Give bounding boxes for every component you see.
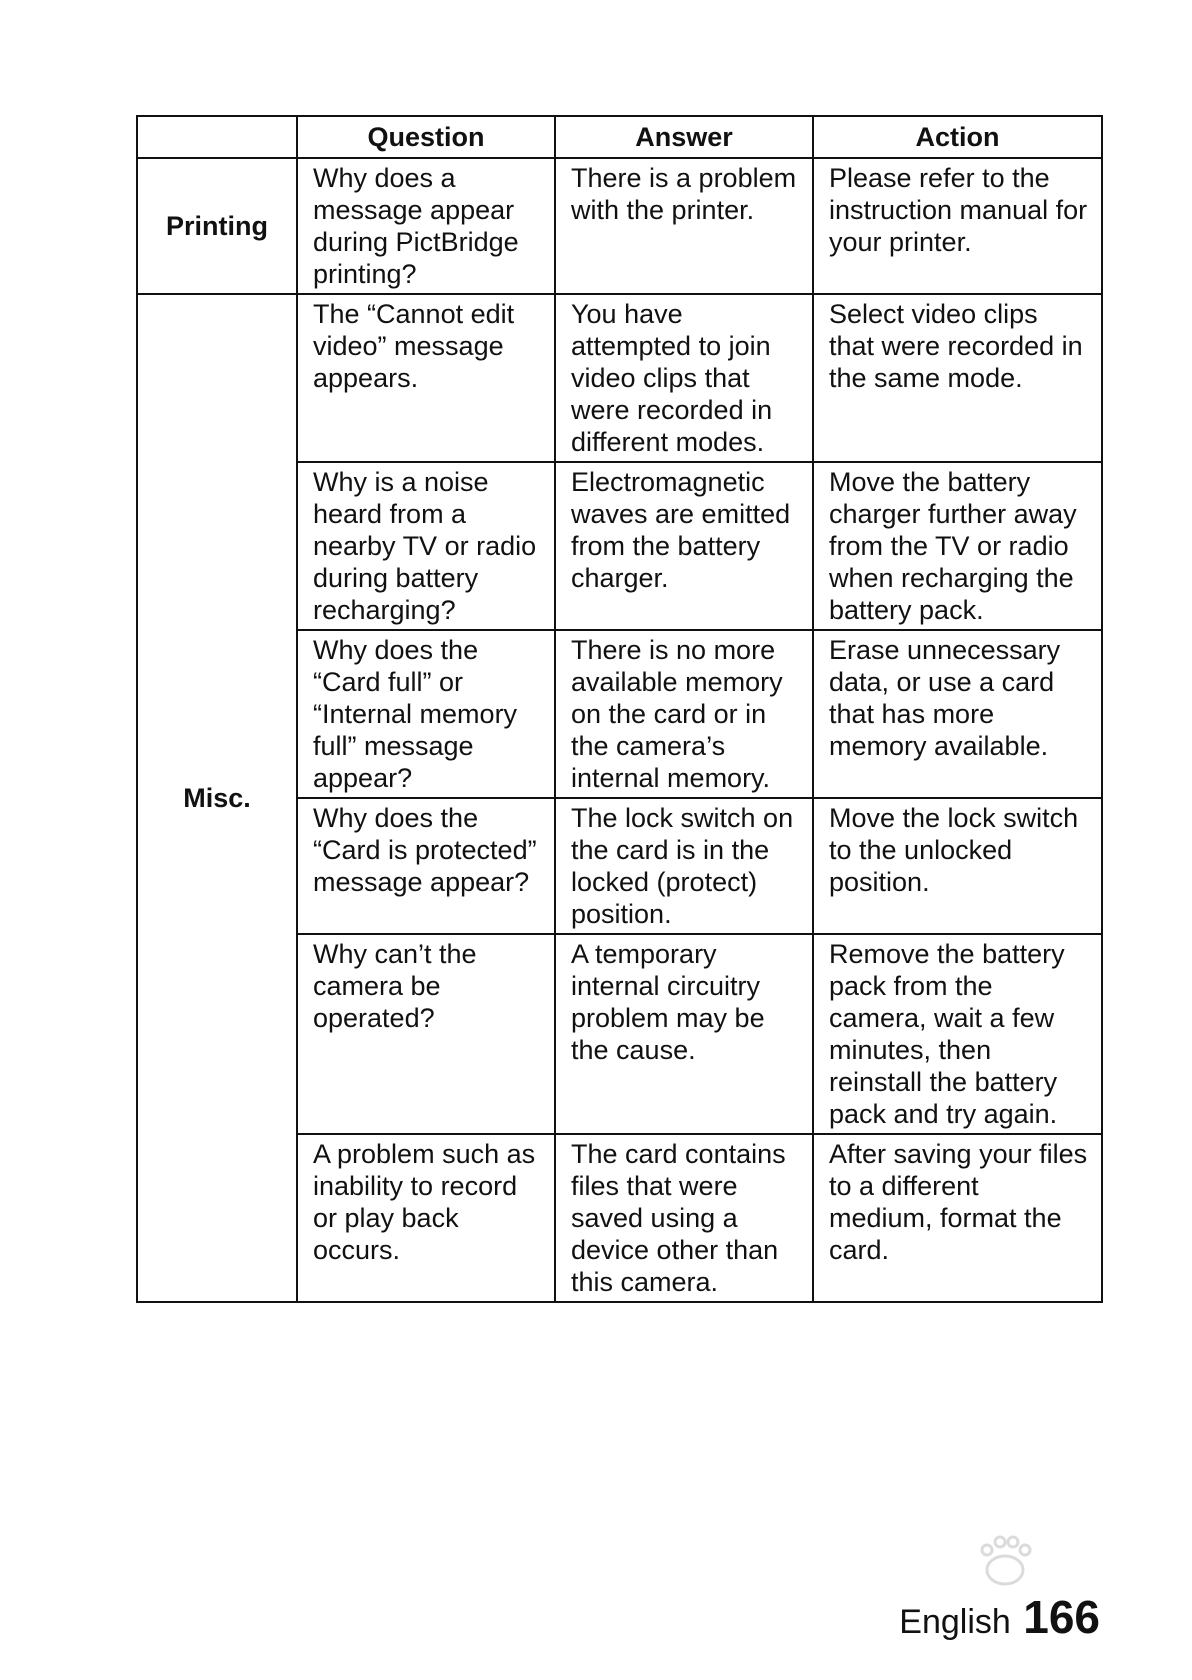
action-cell: Move the battery charger further away from the TV or radio when recharging the battery pack. bbox=[813, 462, 1102, 630]
header-question: Question bbox=[297, 116, 555, 158]
page-number: 166 bbox=[1023, 1591, 1100, 1643]
question-cell: A problem such as inability to record or play back occurs. bbox=[297, 1134, 555, 1302]
header-action: Action bbox=[813, 116, 1102, 158]
table-header-row bbox=[137, 116, 1102, 158]
answer-cell: There is no more available memory on the card or in the camera’s internal memory. bbox=[555, 630, 813, 798]
answer-cell: There is a problem with the printer. bbox=[555, 158, 813, 294]
question-cell: Why does the “Card is protected” message appear? bbox=[297, 798, 555, 934]
action-cell: Move the lock switch to the unlocked position. bbox=[813, 798, 1102, 934]
footer-language: English bbox=[899, 1603, 1011, 1641]
table-row bbox=[137, 158, 1102, 294]
answer-cell: You have attempted to join video clips that were recorded in different modes. bbox=[555, 294, 813, 462]
action-cell: Remove the battery pack from the camera, wait a few minutes, then reinstall the battery pack and try again. bbox=[813, 934, 1102, 1134]
header-category bbox=[137, 116, 297, 158]
answer-cell: Electromagnetic waves are emitted from the battery charger. bbox=[555, 462, 813, 630]
action-cell: Please refer to the instruction manual for your printer. bbox=[813, 158, 1102, 294]
troubleshooting-table bbox=[136, 115, 1103, 1303]
action-cell: Erase unnecessary data, or use a card that has more memory available. bbox=[813, 630, 1102, 798]
action-cell: After saving your files to a different medium, format the card. bbox=[813, 1134, 1102, 1302]
category-misc: Misc. bbox=[137, 294, 297, 1302]
question-cell: Why is a noise heard from a nearby TV or radio during battery recharging? bbox=[297, 462, 555, 630]
table-row bbox=[137, 294, 1102, 462]
answer-cell: A temporary internal circuitry problem may be the cause. bbox=[555, 934, 813, 1134]
answer-cell: The card contains files that were saved using a device other than this camera. bbox=[555, 1134, 813, 1302]
question-cell: The “Cannot edit video” message appears. bbox=[297, 294, 555, 462]
question-cell: Why can’t the camera be operated? bbox=[297, 934, 555, 1134]
category-printing: Printing bbox=[137, 158, 297, 294]
header-answer: Answer bbox=[555, 116, 813, 158]
question-cell: Why does a message appear during PictBridge printing? bbox=[297, 158, 555, 294]
page-footer bbox=[899, 1590, 1100, 1644]
answer-cell: The lock switch on the card is in the locked (protect) position. bbox=[555, 798, 813, 934]
question-cell: Why does the “Card full” or “Internal memory full” message appear? bbox=[297, 630, 555, 798]
action-cell: Select video clips that were recorded in the same mode. bbox=[813, 294, 1102, 462]
